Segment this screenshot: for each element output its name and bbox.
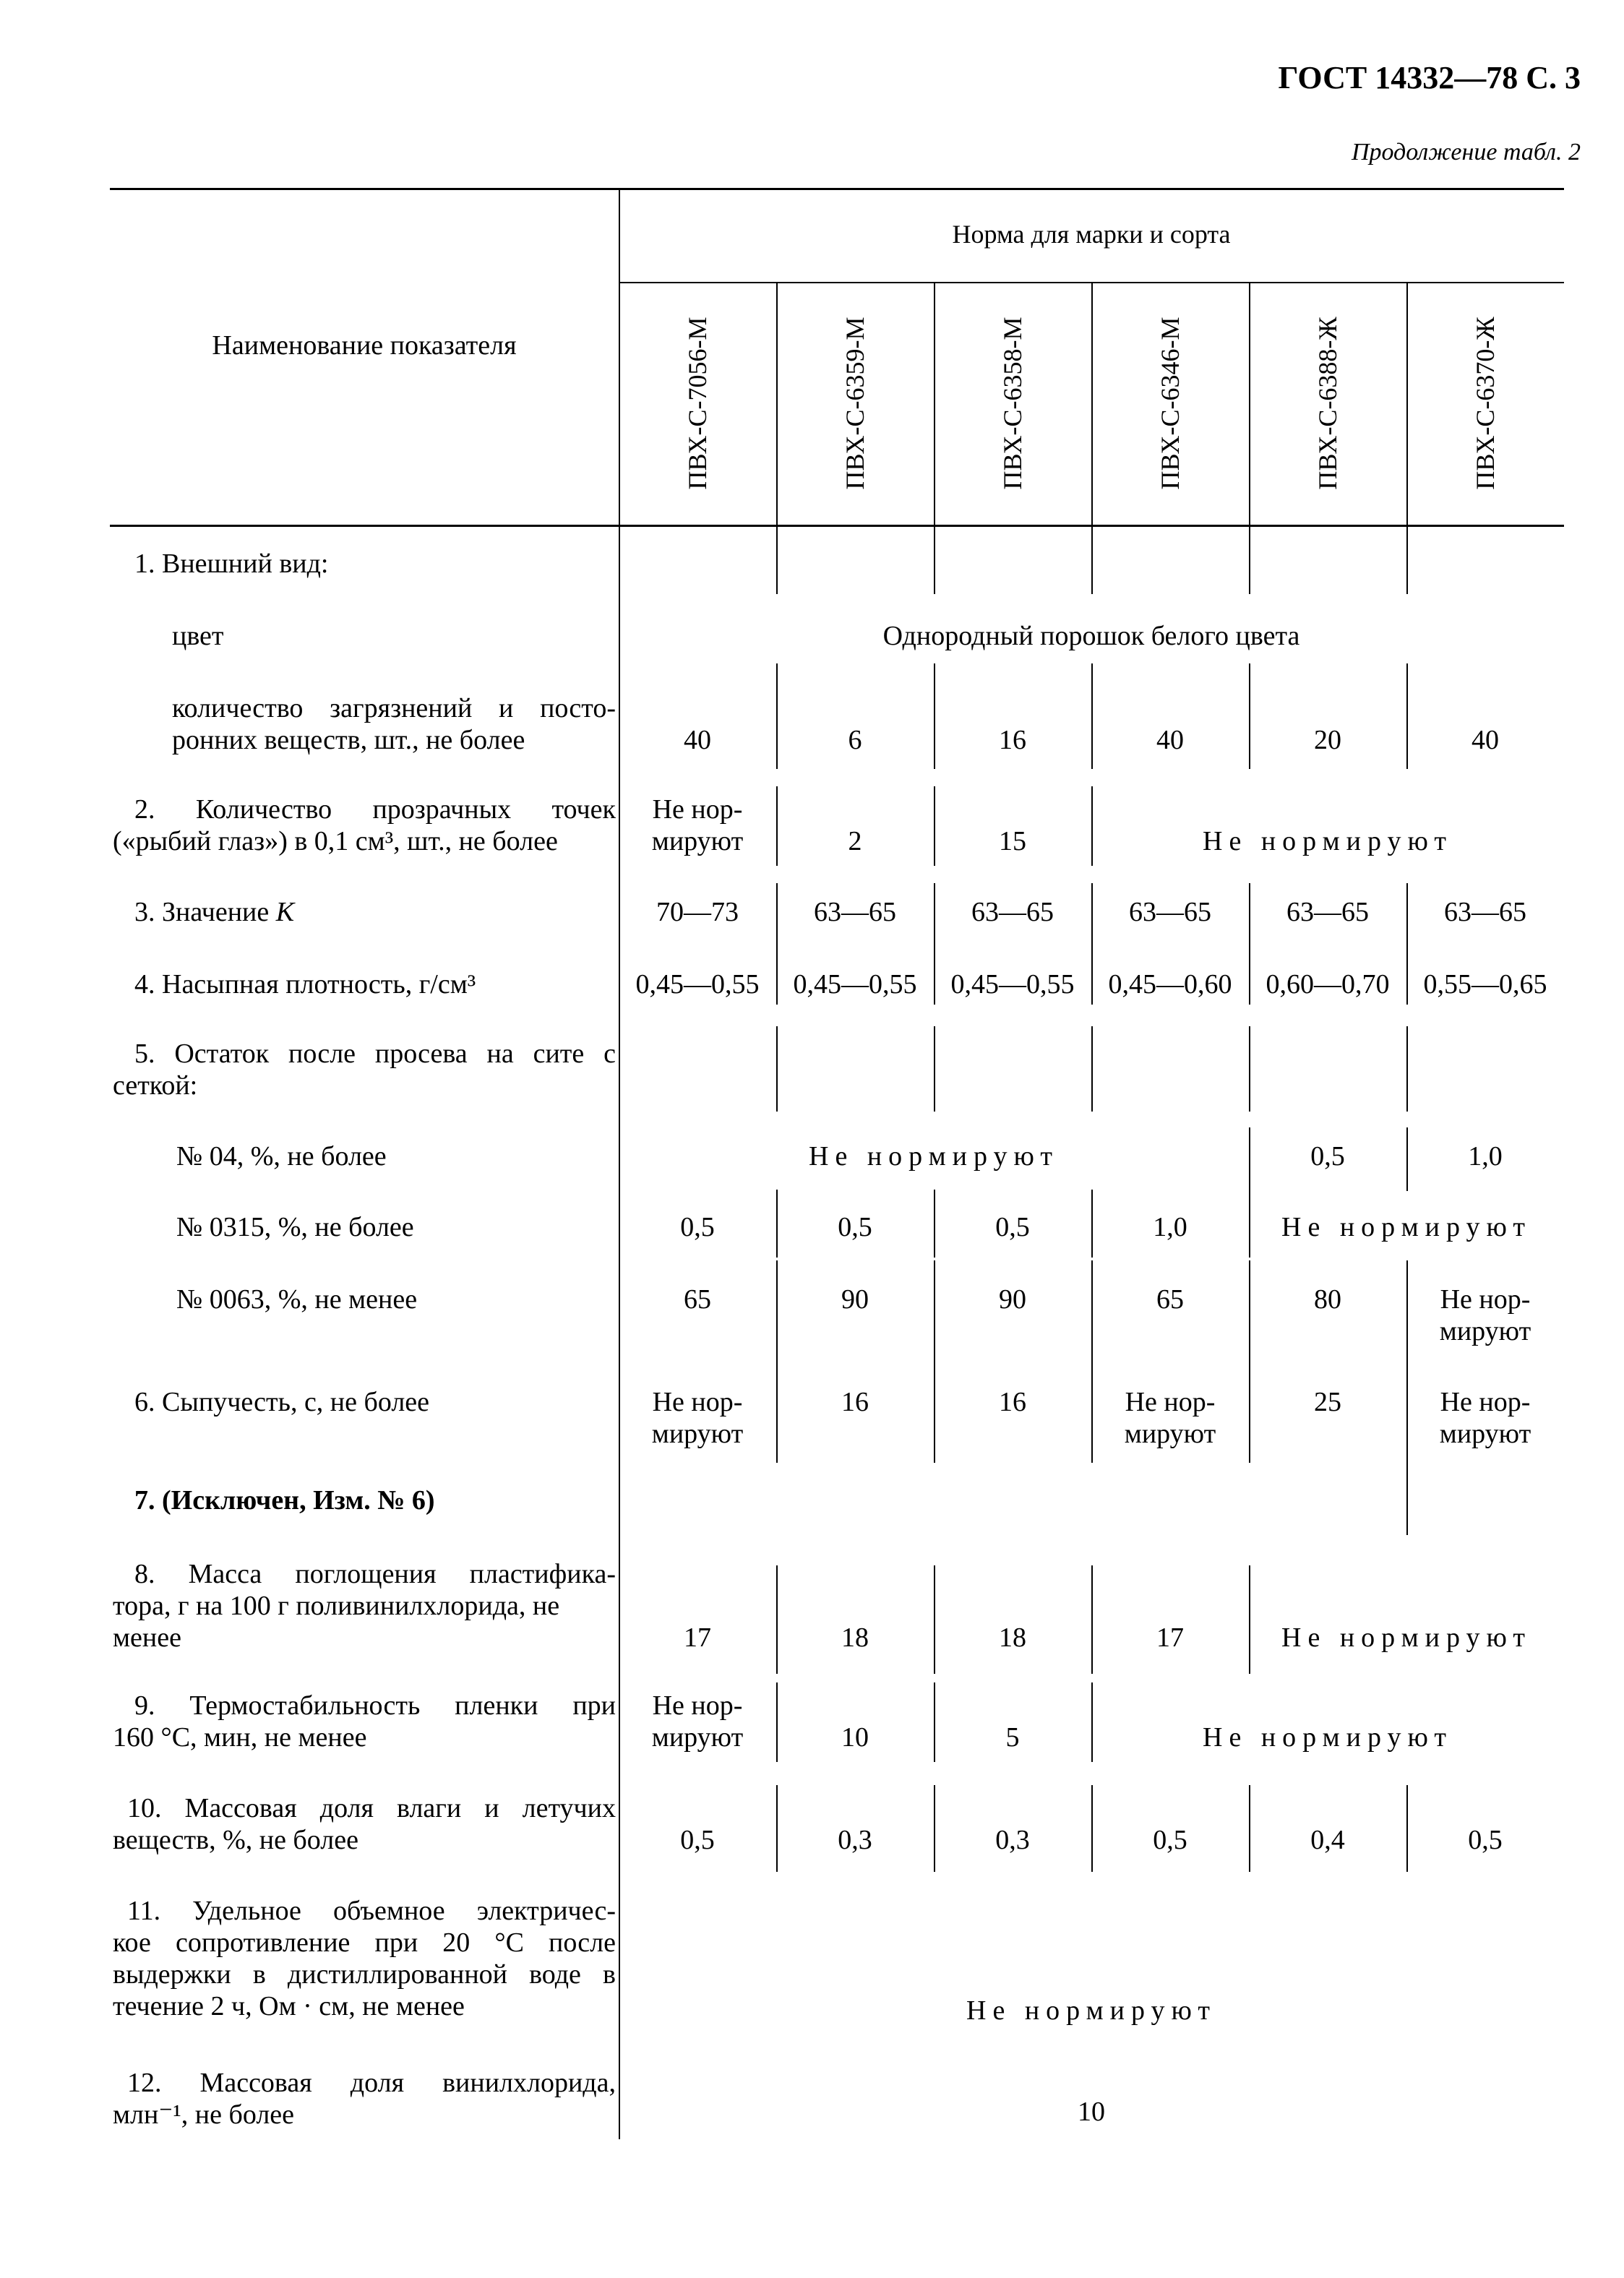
row-label: тора, г на 100 г поливинилхлорида, не: [113, 1591, 560, 1621]
cell-value: 20: [1314, 725, 1341, 755]
cell-value: мируют: [1439, 1419, 1531, 1449]
row-label: 5. Остаток после просева на сите с: [134, 1039, 616, 1069]
grade-col-divider: [1091, 282, 1093, 525]
cell-value: 17: [1156, 1622, 1184, 1653]
cell-value: 40: [684, 725, 711, 755]
cell-value: 18: [999, 1622, 1026, 1653]
cell-value: 25: [1314, 1387, 1341, 1417]
cell-divider: [934, 1026, 935, 1112]
row-label: сеткой:: [113, 1070, 198, 1101]
cell-value: Не нор-: [652, 1690, 743, 1721]
row-label: веществ, %, не более: [113, 1825, 358, 1855]
cell-value: Не нор-: [652, 1387, 743, 1417]
cell-value: мируют: [651, 1722, 744, 1753]
merged-cell-value: Не нормируют: [1203, 826, 1453, 856]
row-label: 6. Сыпучесть, с, не более: [134, 1387, 430, 1417]
row-label: млн⁻¹, не более: [113, 2099, 295, 2130]
cell-value: 80: [1314, 1284, 1341, 1315]
grade-col-divider: [1406, 282, 1408, 525]
cell-value: 0,4: [1310, 1825, 1345, 1855]
cell-value: 0,45—0,55: [793, 969, 917, 1000]
cell-divider: [1091, 1026, 1093, 1112]
cell-value: 63—65: [1444, 897, 1526, 927]
cell-value: 65: [1156, 1284, 1184, 1315]
row-label: («рыбий глаз») в 0,1 см³, шт., не более: [113, 826, 558, 856]
row-label: 8. Масса поглощения пластифика-: [134, 1559, 616, 1589]
row-label: № 04, %, не более: [176, 1141, 387, 1172]
cell-value: 0,45—0,60: [1108, 969, 1232, 1000]
cell-value: 0,3: [838, 1825, 872, 1855]
grade-label: ПВХ-С-6370-Ж: [1471, 317, 1500, 490]
cell-value: 0,60—0,70: [1266, 969, 1390, 1000]
cell-value: мируют: [1124, 1419, 1216, 1449]
cell-value: мируют: [1439, 1316, 1531, 1346]
table-continuation-caption: Продолжение табл. 2: [1351, 139, 1581, 166]
cell-value: 0,5: [680, 1825, 715, 1855]
cell-value: Не нор-: [652, 794, 743, 825]
cell-value: 0,45—0,55: [950, 969, 1075, 1000]
grade-label: ПВХ-С-6388-Ж: [1313, 317, 1342, 490]
cell-divider: [934, 526, 935, 594]
cell-value: 16: [999, 725, 1026, 755]
row-label: № 0063, %, не менее: [176, 1284, 418, 1315]
cell-value: 2: [848, 826, 862, 856]
cell-value: 16: [841, 1387, 869, 1417]
row-label: менее: [113, 1622, 181, 1653]
merged-cell-value: 10: [1078, 2097, 1105, 2127]
grade-label: ПВХ-С-6346-М: [1156, 317, 1185, 490]
merged-cell-value: Однородный порошок белого цвета: [882, 621, 1300, 651]
cell-value: 0,5: [1310, 1141, 1345, 1172]
cell-divider: [776, 1565, 778, 1674]
cell-value: 18: [841, 1622, 869, 1653]
cell-divider: [1249, 1565, 1250, 1674]
cell-value: 6: [848, 725, 862, 755]
cell-value: 15: [999, 826, 1026, 856]
cell-value: 90: [999, 1284, 1026, 1315]
cell-value: 0,3: [995, 1825, 1030, 1855]
row-label: ронних веществ, шт., не более: [172, 725, 525, 755]
row-label: кое сопротивление при 20 °С после: [113, 1927, 616, 1958]
cell-value: 63—65: [1286, 897, 1369, 927]
cell-value: Не нор-: [1440, 1284, 1531, 1315]
header-bottom-rule: [110, 525, 1564, 527]
row-label: 11. Удельное объемное электричес-: [127, 1896, 616, 1926]
cell-value: 16: [999, 1387, 1026, 1417]
cell-value: 63—65: [1129, 897, 1211, 927]
param-name-header: Наименование показателя: [212, 330, 517, 361]
row-label: 160 °С, мин, не менее: [113, 1722, 367, 1753]
merged-cell-value: Не нормируют: [1203, 1722, 1453, 1753]
cell-value: 40: [1156, 725, 1184, 755]
cell-divider: [1406, 1026, 1408, 1112]
cell-value: 0,5: [1468, 1825, 1503, 1855]
row-label: цвет: [172, 621, 224, 651]
row-label: течение 2 ч, Ом · см, не менее: [113, 1991, 465, 2021]
cell-value: 40: [1472, 725, 1499, 755]
grade-col-divider: [934, 282, 935, 525]
cell-value: 17: [684, 1622, 711, 1653]
merged-cell-value: Не нормируют: [966, 1995, 1216, 2026]
cell-value: 0,5: [680, 1212, 715, 1242]
cell-divider: [1249, 1026, 1250, 1112]
document-header: ГОСТ 14332—78 С. 3: [1278, 60, 1581, 95]
table-top-rule: [110, 188, 1564, 190]
merged-cell-value: Не нормируют: [809, 1141, 1059, 1172]
cell-divider: [1091, 526, 1093, 594]
grade-label: ПВХ-С-6359-М: [841, 317, 869, 490]
cell-value: 0,55—0,65: [1423, 969, 1547, 1000]
cell-divider: [1406, 526, 1408, 594]
cell-value: 0,5: [1153, 1825, 1187, 1855]
grade-label: ПВХ-С-6358-М: [998, 317, 1027, 490]
cell-value: 70—73: [656, 897, 739, 927]
cell-divider: [776, 1026, 778, 1112]
cell-value: 1,0: [1153, 1212, 1187, 1242]
row-label: 10. Массовая доля влаги и летучих: [127, 1793, 616, 1823]
cell-value: 63—65: [814, 897, 896, 927]
cell-divider: [1249, 526, 1250, 594]
merged-cell-value: Не нормируют: [1281, 1622, 1531, 1653]
row-label: 3. Значение K: [134, 897, 295, 927]
row-label: выдержки в дистиллированной воде в: [113, 1959, 616, 1990]
cell-value: 1,0: [1468, 1141, 1503, 1172]
row-label: 7. (Исключен, Изм. № 6): [134, 1485, 435, 1516]
cell-divider: [776, 526, 778, 594]
cell-value: 0,5: [838, 1212, 872, 1242]
cell-value: 0,5: [995, 1212, 1030, 1242]
row-label: 2. Количество прозрачных точек: [134, 794, 616, 825]
grade-label: ПВХ-С-7056-М: [683, 317, 712, 490]
cell-value: 5: [1005, 1722, 1020, 1753]
row-label: 4. Насыпная плотность, г/см³: [134, 969, 476, 1000]
grade-col-divider: [1249, 282, 1250, 525]
row-label: 1. Внешний вид:: [134, 549, 329, 579]
row-label: количество загрязнений и посто-: [172, 693, 616, 723]
cell-divider: [1091, 1565, 1093, 1674]
cell-value: мируют: [651, 1419, 744, 1449]
norm-header: Норма для марки и сорта: [952, 220, 1231, 249]
cell-divider: [934, 1565, 935, 1674]
row-label: 9. Термостабильность пленки при: [134, 1690, 616, 1721]
row-label: № 0315, %, не более: [176, 1212, 414, 1242]
merged-cell-value: Не нормируют: [1281, 1212, 1531, 1242]
row-label: 12. Массовая доля винилхлорида,: [127, 2068, 616, 2098]
cell-value: 0,45—0,55: [635, 969, 760, 1000]
cell-value: мируют: [651, 826, 744, 856]
cell-value: 63—65: [971, 897, 1054, 927]
cell-value: Не нор-: [1440, 1387, 1531, 1417]
cell-value: Не нор-: [1125, 1387, 1216, 1417]
cell-value: 90: [841, 1284, 869, 1315]
cell-value: 10: [841, 1722, 869, 1753]
cell-value: 65: [684, 1284, 711, 1315]
grade-col-divider: [776, 282, 778, 525]
